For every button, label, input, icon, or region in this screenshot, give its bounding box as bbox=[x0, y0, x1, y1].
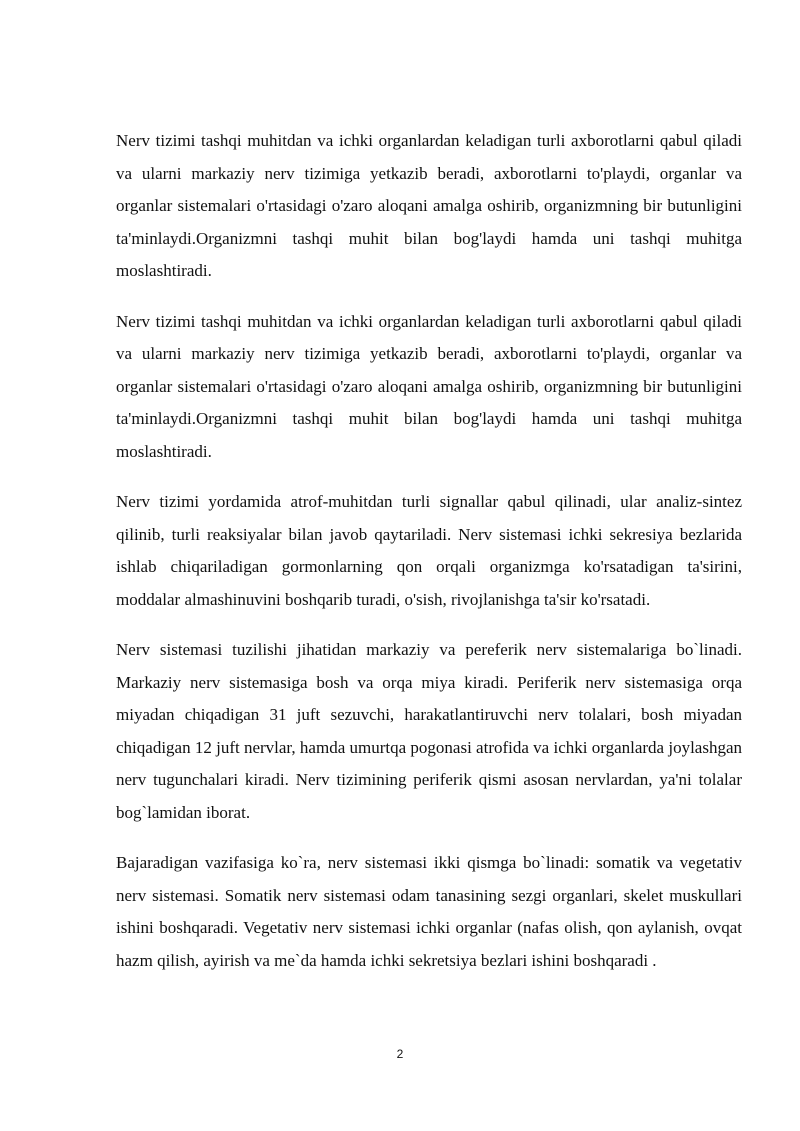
paragraph-2: Nerv tizimi tashqi muhitdan va ichki organlardan keladigan turli axborotlarni qabul qiladi va ularni markaziy nerv tizimiga yetkazib beradi, axborotlarni to'playdi, organlar va organlar sistemalari o'rtasidagi o'zaro aloqani amalga oshirib, organizmning bir butunligini ta'minlaydi.Organizmni tashqi muhit bilan bog'laydi hamda uni tashqi muhitga moslashtiradi. bbox=[116, 311, 742, 461]
document-body bbox=[116, 125, 742, 995]
paragraph-5: Bajaradigan vazifasiga ko`ra, nerv sistemasi ikki qismga bo`linadi: somatik va vegetativ nerv sistemasi. Somatik nerv sistemasi odam tanasining sezgi organlari, skelet muskullari ishini boshqaradi. Vegetativ nerv sistemasi ichki organlar (nafas olish, qon aylanish, ovqat hazm qilish, ayirish va me`da hamda ichki sekretsiya bezlari ishini boshqaradi . bbox=[116, 853, 742, 970]
paragraph-1: Nerv tizimi tashqi muhitdan va ichki organlardan keladigan turli axborotlarni qabul qiladi va ularni markaziy nerv tizimiga yetkazib beradi, axborotlarni to'playdi, organlar va organlar sistemalari o'rtasidagi o'zaro aloqani amalga oshirib, organizmning bir butunligini ta'minlaydi.Organizmni tashqi muhit bilan bog'laydi hamda uni tashqi muhitga moslashtiradi. bbox=[116, 131, 742, 280]
page-number: 2 bbox=[396, 1047, 404, 1061]
paragraph-4: Nerv sistemasi tuzilishi jihatidan markaziy va pereferik nerv sistemalariga bo`linadi. Markaziy nerv sistemasiga bosh va orqa miya kiradi. Periferik nerv sistemasiga orqa miyadan chiqadigan 31 juft sezuvchi, harakatlantiruvchi nerv tolalari, bosh miyadan chiqadigan 12 juft nervlar, hamda umurtqa pogonasi atrofida va ichki organlarda joylashgan nerv tugunchalari kiradi. Nerv tizimining periferik qismi asosan nervlardan, ya'ni tolalar bog`lamidan iborat. bbox=[116, 640, 742, 822]
paragraph-3: Nerv tizimi yordamida atrof-muhitdan turli signallar qabul qilinadi, ular analiz-sintez qilinib, turli reaksiyalar bilan javob qaytariladi. Nerv sistemasi ichki sekresiya bezlarida ishlab chiqariladigan gormonlarning qon orqali organizmga ko'rsatadigan ta'sirini, moddalar almashinuvini boshqarib turadi, o'sish, rivojlanishga ta'sir ko'rsatadi. bbox=[116, 492, 742, 609]
